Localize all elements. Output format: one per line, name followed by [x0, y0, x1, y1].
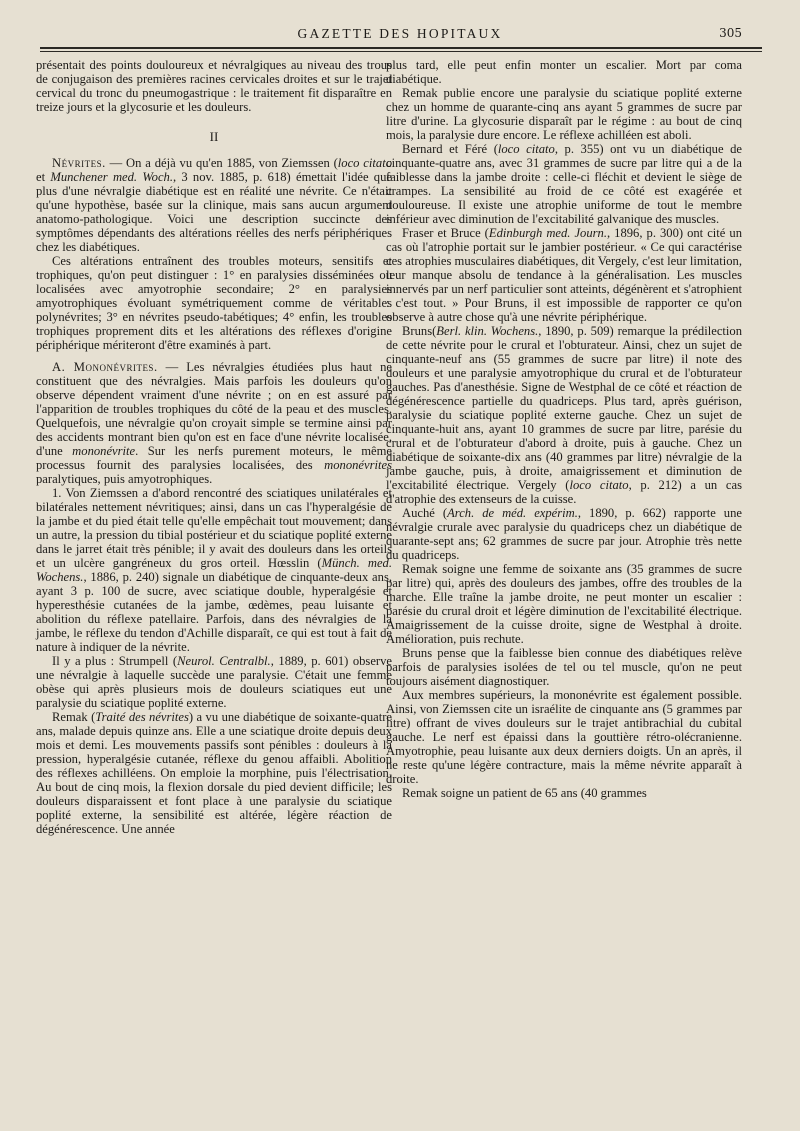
section-heading: II: [209, 129, 219, 144]
paragraph: Bernard et Féré (loco citato, p. 355) ont vu un diabétique de cinquante-quatre ans, avec 31 grammes de sucre par litre qui a de la faiblesse dans la jambe droite : celle-ci fléchit et devient le siège de crampes. La sensibilité au froid de ce côté est exagérée et douloureuse. Il existe une atrophie uniforme de tout le membre inférieur avec diminution de l'excitabilité galvanique des muscles.: [386, 142, 742, 226]
paragraph: Auché (Arch. de méd. expérim., 1890, p. 662) rapporte une névralgie crurale avec paralysie du quadriceps chez un diabétique de quarante-sept ans; 62 grammes de sucre par jour. Atrophie très nette du quadriceps.: [386, 506, 742, 562]
paragraph: Bruns(Berl. klin. Wochens., 1890, p. 509) remarque la prédilection de cette névrite pour le crural et l'obturateur. Ainsi, chez un sujet de cinquante-neuf ans (55 grammes de sucre par litre) il note des douleurs et une paralysie amyotrophique du crural et de l'obturateur gauches. Pas d'anesthésie. Signe de Westphal de ce côté et réaction de dégénérescence partielle du quadriceps. Plus tard, après guérison, paralysie du sciatique poplité externe gauche. Chez un sujet de cinquante-huit ans, ayant 10 grammes de sucre par litre, parésie du crural et de l'obturateur d'abord à droite, puis à gauche. Chez un diabétique de soixante-dix ans (40 grammes par litre) névralgie de la jambe gauche, puis, à droite, amaigrissement et diminution de l'excitabilité électrique. Vergely (loco citato, p. 212) a un cas d'atrophie des extenseurs de la cuisse.: [386, 324, 742, 506]
header-rule: [40, 47, 762, 49]
citation: Neurol. Centralbl.: [177, 654, 271, 668]
paragraph: plus tard, elle peut enfin monter un escalier. Mort par coma diabétique.: [386, 58, 742, 86]
paragraph-nevrites: Névrites. — On a déjà vu qu'en 1885, von Ziemssen (loco citato et Munchener med. Woch., 3 nov. 1885, p. 618) émettait l'idée que plus d'une névralgie diabétique est en réalité une névrite. Ce n'était qu'une hypothèse, basée sur la clinique, mais sans aucun argument anatomo-pathologique. Voici une description succincte des symptômes dépendants des altérations réelles des nerfs périphériques chez les diabétiques.: [36, 156, 392, 254]
paragraph: Fraser et Bruce (Edinburgh med. Journ., 1896, p. 300) ont cité un cas où l'atrophie portait sur le jambier postérieur. « Ce qui caractérise ces atrophies musculaires diabétiques, dit Vergely, c'est leur limitation, leur manque absolu de tendance à la généralisation. Les muscles innervés par un nerf particulier sont atteints, dégénèrent et s'atrophient : c'est tout. » Pour Bruns, il est impossible de rapporter ce qu'on observe à autre chose qu'à une névrite périphérique.: [386, 226, 742, 324]
paragraph: Il y a plus : Strumpell (Neurol. Centralbl., 1889, p. 601) observe une névralgie à laquelle succède une paralysie. C'était une femme obèse qui après plusieurs mois de douleurs sciatiques eut une paralysie du sciatique poplité externe.: [36, 654, 392, 710]
page-number: 305: [719, 26, 742, 40]
paragraph: Ces altérations entraînent des troubles moteurs, sensitifs et trophiques, qu'on peut distinguer : 1° en paralysies disséminées ou localisées avec amyotrophie secondaire; 2° en paralysies amyotrophiques évoluant symétriquement comme de véritables polynévrites; 3° en névrites pseudo-tabétiques; 4° enfin, les troubles trophiques proprement dits et les altérations des réflexes d'origine périphérique mériteront d'être examinés à part.: [36, 254, 392, 352]
paragraph-label: A. Mononévrites.: [52, 360, 158, 374]
citation: Munchener med. Woch.: [50, 170, 173, 184]
paragraph: présentait des points douloureux et névralgiques au niveau des trous de conjugaison des premières racines cervicales droites et sur le trajet cervical du tronc du pneumogastrique : le traitement fit disparaître en treize jours et la glycosurie et les douleurs.: [36, 58, 392, 114]
paragraph-label: Névrites.: [52, 156, 106, 170]
citation: Edinburgh med. Journ.: [488, 226, 607, 240]
paragraph: Remak soigne un patient de 65 ans (40 grammes: [402, 786, 647, 800]
citation: loco citato: [337, 156, 392, 170]
citation: loco citato: [497, 142, 555, 156]
paragraph: Remak (Traité des névrites) a vu une diabétique de soixante-quatre ans, malade depuis quinze ans. Elle a une sciatique droite depuis deux mois et demi. Les mouvements passifs sont pénibles : douleurs à la pression, hyperalgésie cutanée, réflexe du genou affaibli. Abolition des réflexes achilléens. On emploie la morphine, puis l'électrisation. Au bout de cinq mois, la flexion dorsale du pied devient difficile; les douleurs disparaissent et font place à une paralysie du sciatique poplité externe, la sensibilité est altérée, légère réaction de dégénérescence. Une année: [36, 710, 393, 836]
citation: Münch. med. Wochens.: [36, 556, 392, 584]
running-header-title: GAZETTE DES HOPITAUX: [297, 26, 503, 41]
citation: Berl. klin. Wochens.: [436, 324, 539, 338]
term: mononévrites: [324, 458, 392, 472]
citation: Arch. de méd. expérim.: [447, 506, 578, 520]
paragraph: Remak soigne une femme de soixante ans (35 grammes de sucre par litre) qui, après des douleurs des jambes, offre des troubles de la marche. Elle traîne la jambe droite, ne peut monter un escalier : parésie du crural droit et légère diminution de l'excitabilité électrique. Amaigrissement de la cuisse droite, signe de Westphal à droite. Amélioration, puis rechute.: [386, 562, 742, 646]
paragraph: Aux membres supérieurs, la mononévrite est également possible. Ainsi, von Ziemssen cite un israélite de cinquante ans (5 grammes par litre) offrant de vives douleurs sur le trajet antibrachial du cubital gauche. Le nerf est épaissi dans la gouttière rétro-olécranienne. Amyotrophie, peau luisante aux deux derniers doigts. Un an après, il ne reste qu'une légère contracture, mais la même névrite apparaît à droite.: [386, 688, 742, 786]
left-column: [36, 58, 392, 836]
citation: Traité des névrites: [95, 710, 189, 724]
paragraph: Remak publie encore une paralysie du sciatique poplité externe chez un homme de quarante-cinq ans ayant 5 grammes de sucre par litre d'urine. La glycosurie disparaît par le régime : au bout de cinq mois, la paralysie dure encore. Le réflexe achilléen est aboli.: [386, 86, 742, 142]
paragraph-mononevrites: A. Mononévrites. — Les névralgies étudiées plus haut ne constituent que des névralgies. Mais parfois les douleurs qu'on observe dépendent vraiment d'une névrite ; on en est assuré par l'apparition de troubles trophiques du côté de la peau et des muscles. Quelquefois, une névralgie qu'on croyait simple se termine ainsi par des accidents montrant bien qu'on est en face d'une névrite localisée, d'une mononévrite. Sur les nerfs purement moteurs, le même processus fournit des paralysies localisées, des mononévrites paralytiques, puis amyotrophiques.: [36, 360, 392, 486]
header-rule-thin: [40, 51, 762, 52]
term: mononévrite: [72, 444, 136, 458]
right-column: [386, 58, 742, 800]
paragraph: Bruns pense que la faiblesse bien connue des diabétiques relève parfois de paralysies isolées de tel ou tel muscle, qu'on ne peut toujours aisément diagnostiquer.: [386, 646, 742, 688]
citation: loco citato: [569, 478, 629, 492]
paragraph: 1. Von Ziemssen a d'abord rencontré des sciatiques unilatérales et bilatérales nettement névritiques; ainsi, dans un cas l'hyperalgésie de la jambe et du pied était telle qu'elle empêchait tout mouvement; dans un autre, la pression du tibial postérieur et du sciatique poplité externe dans le jarret était très pénible; il y avait des douleurs dans les orteils et un ulcère gangréneux du gros orteil. Hœsslin (Münch. med. Wochens., 1886, p. 240) signale un diabétique de cinquante-deux ans, ayant 3 p. 100 de sucre, avec sciatique double, hyperalgésie et hyperesthésie cutanées de la jambe, œdèmes, peau luisante et abolition du réflexe patellaire. Parfois, dans des névralgies de la jambe, le réflexe du tendon d'Achille disparaît, ce qui est tout à fait de nature à indiquer de la névrite.: [36, 486, 392, 654]
